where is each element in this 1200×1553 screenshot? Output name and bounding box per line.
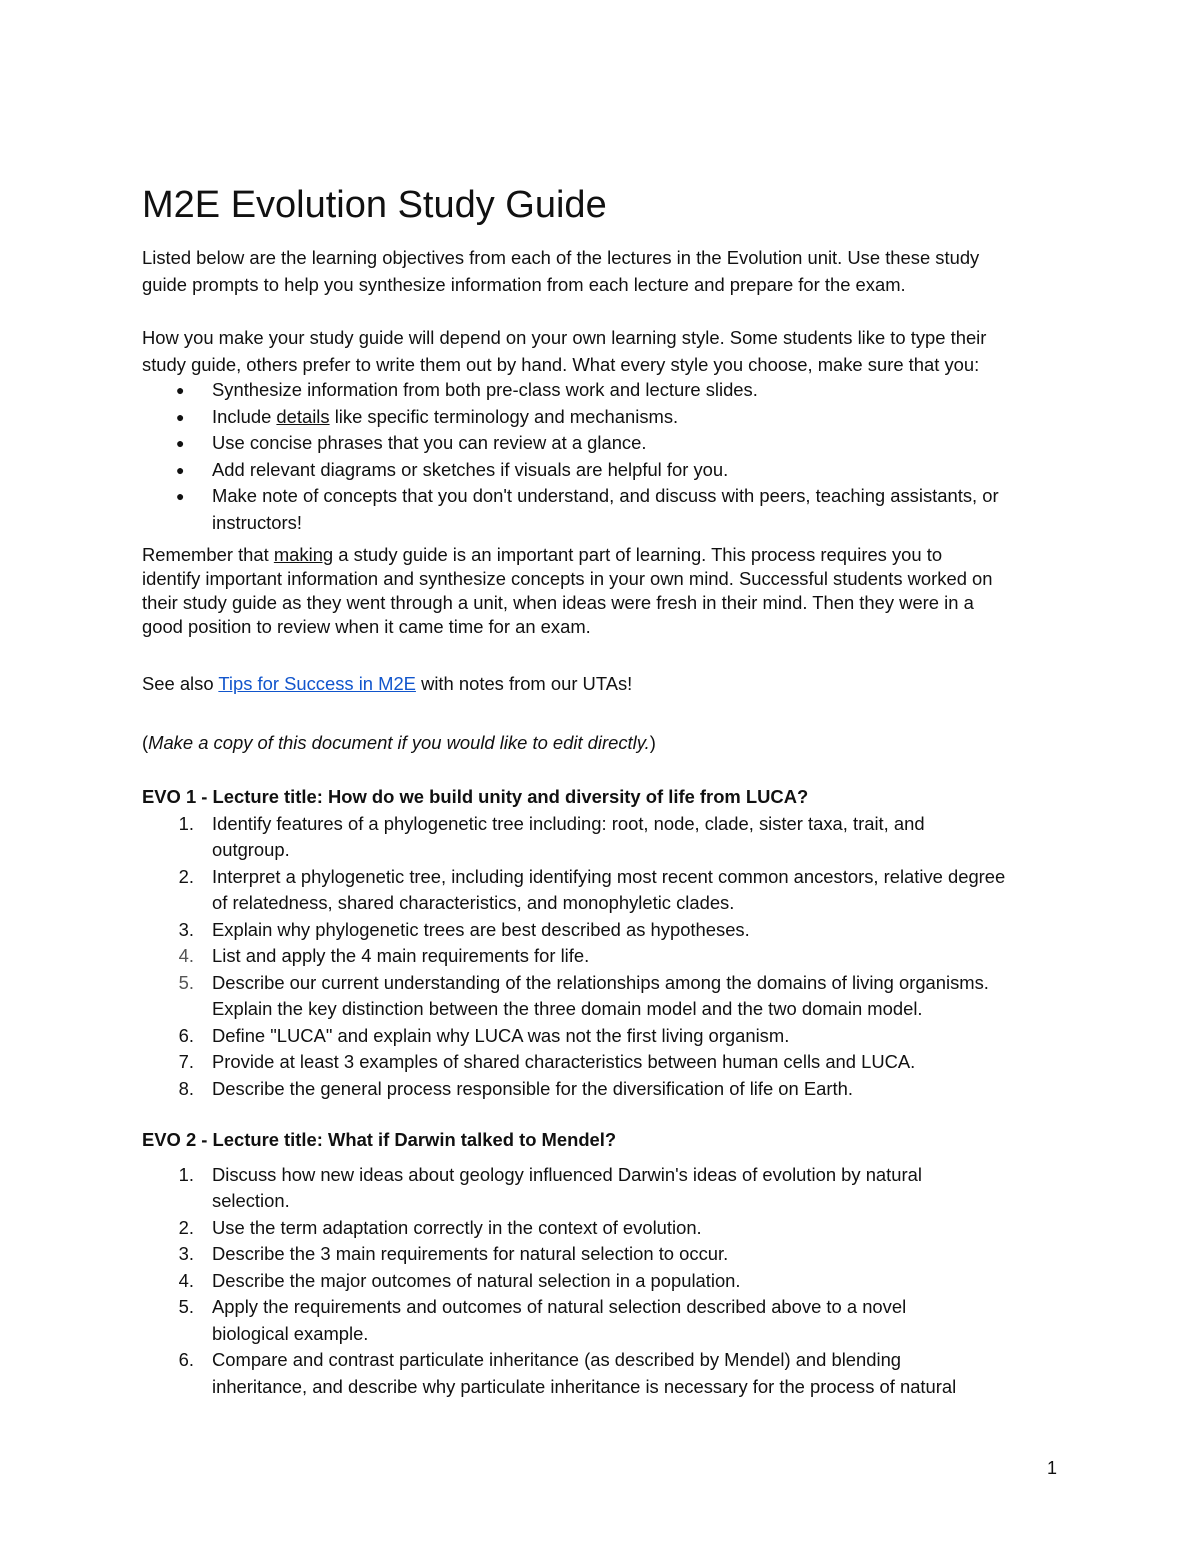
bullet-text: Use concise phrases that you can review at a glance. <box>212 432 647 453</box>
objective-item <box>142 1268 1072 1295</box>
bullet-text: instructors! <box>212 511 302 533</box>
objective-item <box>142 943 1072 970</box>
objective-text: Describe the major outcomes of natural selection in a population. <box>212 1269 741 1291</box>
copy-note-text: Make a copy of this document if you would like to edit directly. <box>148 732 650 753</box>
objective-text: Describe the 3 main requirements for natural selection to occur. <box>212 1243 729 1264</box>
objective-text: selection. <box>212 1190 290 1211</box>
objective-text: Describe our current understanding of the relationships among the domains of living organisms. <box>212 971 989 993</box>
evo2-section <box>142 1127 1072 1400</box>
evo2-heading: EVO 2 - Lecture title: What if Darwin talked to Mendel? <box>142 1129 617 1150</box>
remember-line <box>142 543 1072 567</box>
objective-text: Discuss how new ideas about geology influenced Darwin's ideas of evolution by natural <box>212 1163 922 1185</box>
see-also-line <box>142 671 1072 698</box>
objective-text: Use the term adaptation correctly in the context of evolution. <box>212 1216 702 1238</box>
see-also-text: with notes from our UTAs! <box>415 673 633 694</box>
objective-text: Interpret a phylogenetic tree, including identifying most recent common ancestors, relative degree <box>212 865 1006 887</box>
bullet-text-part: Include <box>212 405 277 427</box>
objective-text: Describe the general process responsible for the diversification of life on Earth. <box>212 1077 853 1099</box>
bullet-text: Add relevant diagrams or sketches if visuals are helpful for you. <box>212 458 729 480</box>
bullet-item <box>142 457 1072 484</box>
remember-text-part: a study guide is an important part of learning. This process requires you to <box>333 544 943 565</box>
intro-line: guide prompts to help you synthesize information from each lecture and prepare for the exam. <box>142 273 906 295</box>
how-line: How you make your study guide will depend on your own learning style. Some students like to type their <box>142 327 987 348</box>
copy-note-paren: ) <box>649 732 656 753</box>
intro-paragraph <box>142 245 1072 298</box>
objective-text: outgroup. <box>212 839 290 860</box>
objective-text: Compare and contrast particulate inheritance (as described by Mendel) and blending <box>212 1349 902 1370</box>
objective-item <box>142 811 1072 864</box>
bullet-text-part: like specific terminology and mechanisms. <box>329 405 679 427</box>
page-number: 1 <box>1047 1458 1058 1478</box>
objective-number: 5. <box>178 1296 194 1317</box>
objective-number: 2. <box>178 1216 194 1238</box>
objective-number: 3. <box>178 1243 194 1264</box>
objective-text: inheritance, and describe why particulate inheritance is necessary for the process of natural <box>212 1375 957 1397</box>
objective-number: 6. <box>178 1024 194 1046</box>
objective-item <box>142 864 1072 917</box>
document-title: M2E Evolution Study Guide <box>142 184 607 226</box>
evo1-objectives-list <box>142 811 1072 1103</box>
bullet-item <box>142 377 1072 404</box>
objective-text: List and apply the 4 main requirements for life. <box>212 945 590 966</box>
objective-item <box>142 1241 1072 1268</box>
objective-text: Explain why phylogenetic trees are best described as hypotheses. <box>212 918 750 940</box>
objective-number: 5. <box>178 971 194 993</box>
objective-number: 7. <box>178 1051 194 1072</box>
making-emphasis: making <box>273 544 334 565</box>
objective-item <box>142 1215 1072 1242</box>
bullet-item <box>142 483 1072 536</box>
remember-text-part: Remember that <box>142 544 274 565</box>
objective-item <box>142 1162 1072 1215</box>
objective-text: Provide at least 3 examples of shared characteristics between human cells and LUCA. <box>212 1051 916 1072</box>
evo1-section <box>142 784 1072 1102</box>
objective-item <box>142 1076 1072 1103</box>
copy-note <box>142 730 1072 757</box>
objective-item <box>142 1347 1072 1400</box>
objective-number: 1. <box>178 1163 194 1185</box>
objective-text: biological example. <box>212 1322 369 1344</box>
see-also-text: See also <box>142 673 219 694</box>
evo2-objectives-list <box>142 1162 1072 1401</box>
objective-text: Identify features of a phylogenetic tree including: root, node, clade, sister taxa, trait, and <box>212 812 925 834</box>
bullet-icon: ● <box>176 382 185 398</box>
objective-item <box>142 1294 1072 1347</box>
tips-for-success-link[interactable]: Tips for Success in M2E <box>218 673 416 694</box>
bullet-icon: ● <box>176 435 185 451</box>
details-emphasis: details <box>276 405 330 427</box>
bullet-icon: ● <box>176 488 185 504</box>
bullet-text: Make note of concepts that you don't understand, and discuss with peers, teaching assistants, or <box>212 485 999 506</box>
objective-item <box>142 970 1072 1023</box>
objective-number: 3. <box>178 918 194 940</box>
bullet-icon: ● <box>176 408 185 425</box>
objective-number: 2. <box>178 865 194 887</box>
remember-line: good position to review when it came time for an exam. <box>142 616 591 637</box>
objective-number: 6. <box>178 1349 194 1370</box>
remember-line: their study guide as they went through a unit, when ideas were fresh in their mind. Then they were in a <box>142 592 974 613</box>
objective-item <box>142 1049 1072 1076</box>
objective-number: 1. <box>178 812 194 834</box>
objective-item <box>142 917 1072 944</box>
bullet-icon: ● <box>176 461 185 478</box>
how-paragraph <box>142 325 1072 378</box>
intro-line: Listed below are the learning objectives from each of the lectures in the Evolution unit. Use these study <box>142 247 980 268</box>
how-line: study guide, others prefer to write them out by hand. What every style you choose, make sure that you: <box>142 353 980 375</box>
bullet-text <box>212 406 678 427</box>
objective-number: 8. <box>178 1077 194 1099</box>
remember-line: identify important information and synthesize concepts in your own mind. Successful students worked on <box>142 568 993 589</box>
evo1-heading: EVO 1 - Lecture title: How do we build unity and diversity of life from LUCA? <box>142 786 809 807</box>
objective-number: 4. <box>178 945 194 966</box>
bullet-item <box>142 430 1072 457</box>
copy-note-paren: ( <box>142 732 149 753</box>
objective-text: Apply the requirements and outcomes of natural selection described above to a novel <box>212 1296 907 1317</box>
bullet-item <box>142 404 1072 431</box>
remember-paragraph <box>142 543 1072 639</box>
objective-item <box>142 1023 1072 1050</box>
objective-text: Define "LUCA" and explain why LUCA was not the first living organism. <box>212 1024 790 1046</box>
bullet-text: Synthesize information from both pre-class work and lecture slides. <box>212 379 758 400</box>
objective-number: 4. <box>178 1269 194 1291</box>
objective-text: Explain the key distinction between the three domain model and the two domain model. <box>212 998 923 1019</box>
tips-bullet-list <box>142 377 1072 536</box>
objective-text: of relatedness, shared characteristics, and monophyletic clades. <box>212 892 735 913</box>
